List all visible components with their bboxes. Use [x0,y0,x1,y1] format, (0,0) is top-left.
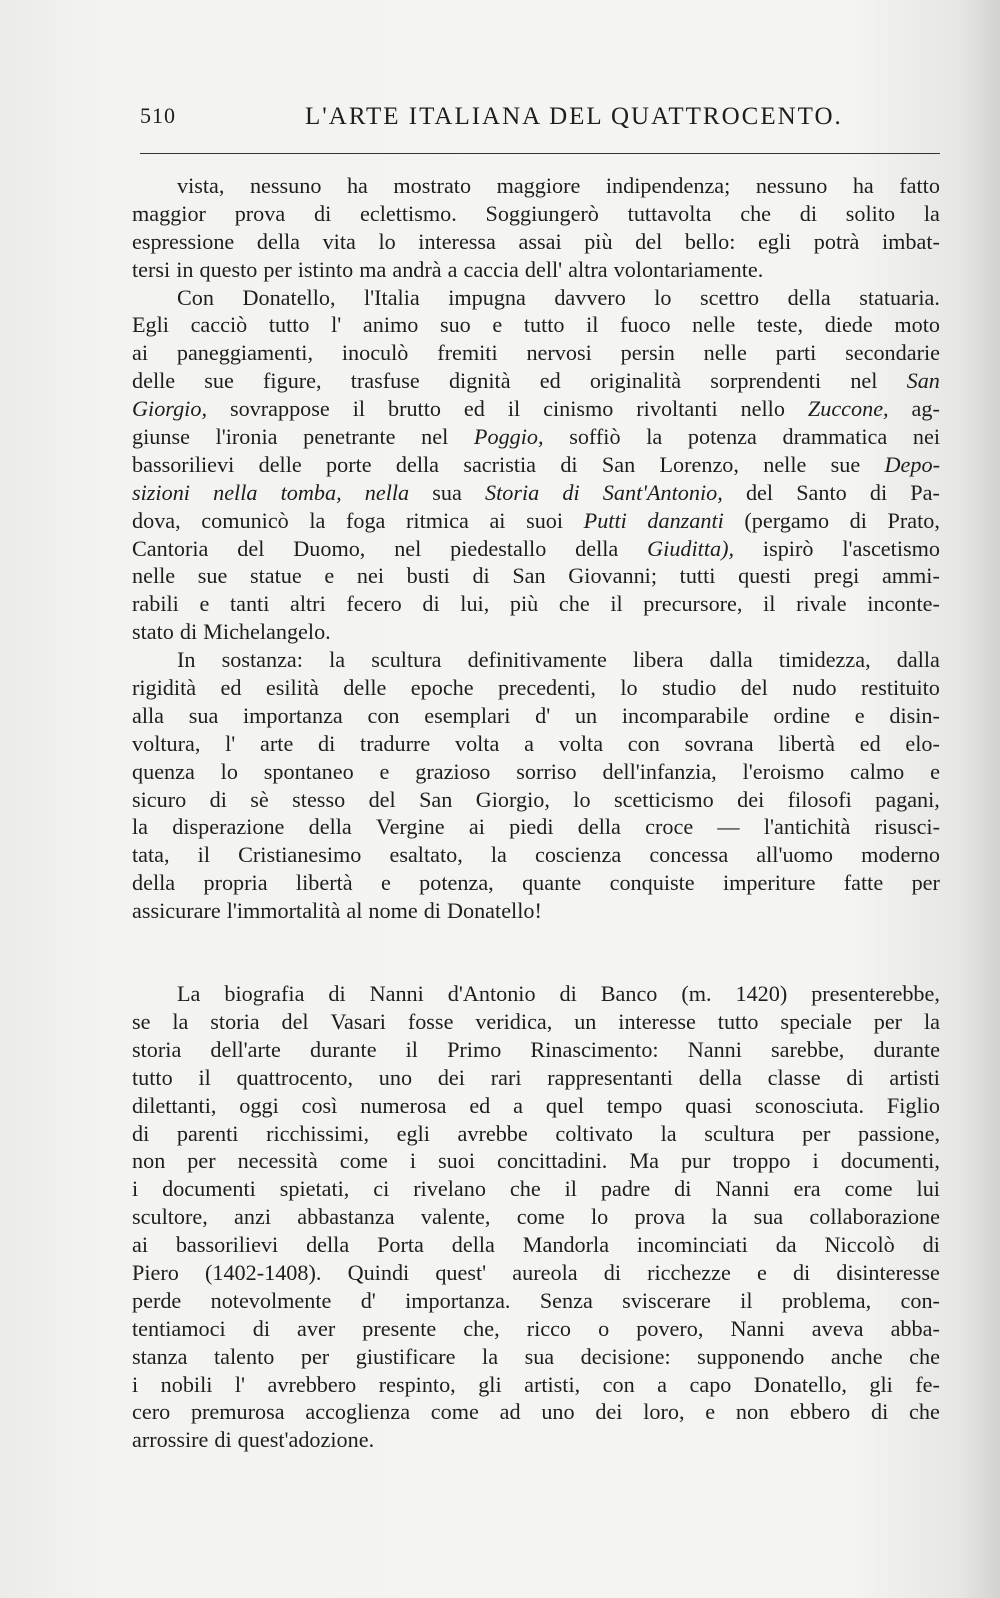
text-line: maggior prova di eclettismo. Soggiungerò tuttavolta che di solito la [132,200,940,226]
text-line: assicurare l'immortalità al nome di Donatello! [132,898,542,924]
paragraph [132,172,940,284]
text-line: stato di Michelangelo. [132,619,331,645]
text-line: ai bassorilievi della Porta della Mandorla incominciati da Niccolò di [132,1232,940,1258]
text-line: rabili e tanti altri fecero di lui, più che il precursore, il rivale inconte- [132,591,940,617]
text-line: Piero (1402-1408). Quindi quest' aureola di ricchezze e di disinteresse [132,1259,940,1285]
text-line: tutto il quattrocento, uno dei rari rappresentanti della classe di artisti [132,1064,940,1090]
text-line: voltura, l' arte di tradurre volta a volta con sovrana libertà ed elo- [132,730,940,756]
section-gap [132,925,940,980]
paragraph [132,980,940,1454]
text-line: se la storia del Vasari fosse veridica, un interesse tutto speciale per la [132,1008,940,1034]
text-line: vista, nessuno ha mostrato maggiore indipendenza; nessuno ha fatto [177,173,940,198]
text-line: Egli cacciò tutto l' animo suo e tutto il fuoco nelle teste, diede moto [132,312,940,338]
text-line: alla sua importanza con esemplari d' un incomparabile ordine e disin- [132,702,940,728]
text-line: tentiamoci di aver presente che, ricco o povero, Nanni aveva abba- [132,1315,940,1341]
text-line: Cantoria del Duomo, nel piedestallo della Giuditta), ispirò l'ascetismo [132,535,940,561]
text-line: rigidità ed esilità delle epoche precedenti, lo studio del nudo restituito [132,675,940,701]
text-line: cero premurosa accoglienza come ad uno dei loro, e non ebbero di che [132,1399,940,1425]
text-line: nelle sue statue e nei busti di San Giovanni; tutti questi pregi ammi- [132,563,940,589]
text-line: bassorilievi delle porte della sacristia di San Lorenzo, nelle sue Depo- [132,451,940,477]
text-line: giunse l'ironia penetrante nel Poggio, soffiò la potenza drammatica nei [132,424,940,450]
text-line: tersi in questo per istinto ma andrà a caccia dell' altra volontariamente. [132,256,764,282]
paragraph [132,284,940,647]
text-line: della propria libertà e potenza, quante conquiste imperiture fatte per [132,870,940,896]
text-line: tata, il Cristianesimo esaltato, la coscienza concessa all'uomo moderno [132,842,940,868]
text-line: ai paneggiamenti, inoculò fremiti nervosi persin nelle parti secondarie [132,340,940,366]
text-line: arrossire di quest'adozione. [132,1427,375,1453]
body-text [132,172,940,1454]
running-header [140,103,940,143]
text-line: stanza talento per giustificare la sua decisione: supponendo anche che [132,1343,940,1369]
text-line: dova, comunicò la foga ritmica ai suoi Putti danzanti (pergamo di Prato, [132,507,940,533]
paragraph [132,646,940,925]
header-rule [140,153,940,154]
page-number: 510 [140,103,176,128]
running-title: L'ARTE ITALIANA DEL QUATTROCENTO. [305,103,843,130]
text-line: i nobili l' avrebbero respinto, gli artisti, con a capo Donatello, gli fe- [132,1371,940,1397]
text-line: i documenti spietati, ci rivelano che il padre di Nanni era come lui [132,1176,940,1202]
text-line: storia dell'arte durante il Primo Rinascimento: Nanni sarebbe, durante [132,1036,940,1062]
text-line: Giorgio, sovrappose il brutto ed il cinismo rivoltanti nello Zuccone, ag- [132,396,940,422]
text-line: sicuro di sè stesso del San Giorgio, lo scetticismo dei filosofi pagani, [132,786,940,812]
text-line: di parenti ricchissimi, egli avrebbe coltivato la scultura per passione, [132,1120,940,1146]
text-line: perde notevolmente d' importanza. Senza sviscerare il problema, con- [132,1287,940,1313]
text-line: delle sue figure, trasfuse dignità ed originalità sorprendenti nel San [132,368,940,394]
text-line: espressione della vita lo interessa assai più del bello: egli potrà imbat- [132,228,940,254]
text-line: La biografia di Nanni d'Antonio di Banco (m. 1420) presenterebbe, [177,981,940,1007]
text-line: la disperazione della Vergine ai piedi della croce — l'antichità risusci- [132,814,940,840]
text-line: quenza lo spontaneo e grazioso sorriso dell'infanzia, l'eroismo calmo e [132,758,940,784]
text-line: scultore, anzi abbastanza valente, come lo prova la sua collaborazione [132,1204,940,1230]
text-line: sizioni nella tomba, nella sua Storia di Sant'Antonio, del Santo di Pa- [132,479,940,505]
text-line: Con Donatello, l'Italia impugna davvero lo scettro della statuaria. [177,284,940,310]
text-line: In sostanza: la scultura definitivamente libera dalla timidezza, dalla [177,647,940,673]
text-line: non per necessità come i suoi concittadini. Ma pur troppo i documenti, [132,1148,940,1174]
text-line: dilettanti, oggi così numerosa ed a quel tempo quasi sconosciuta. Figlio [132,1092,940,1118]
